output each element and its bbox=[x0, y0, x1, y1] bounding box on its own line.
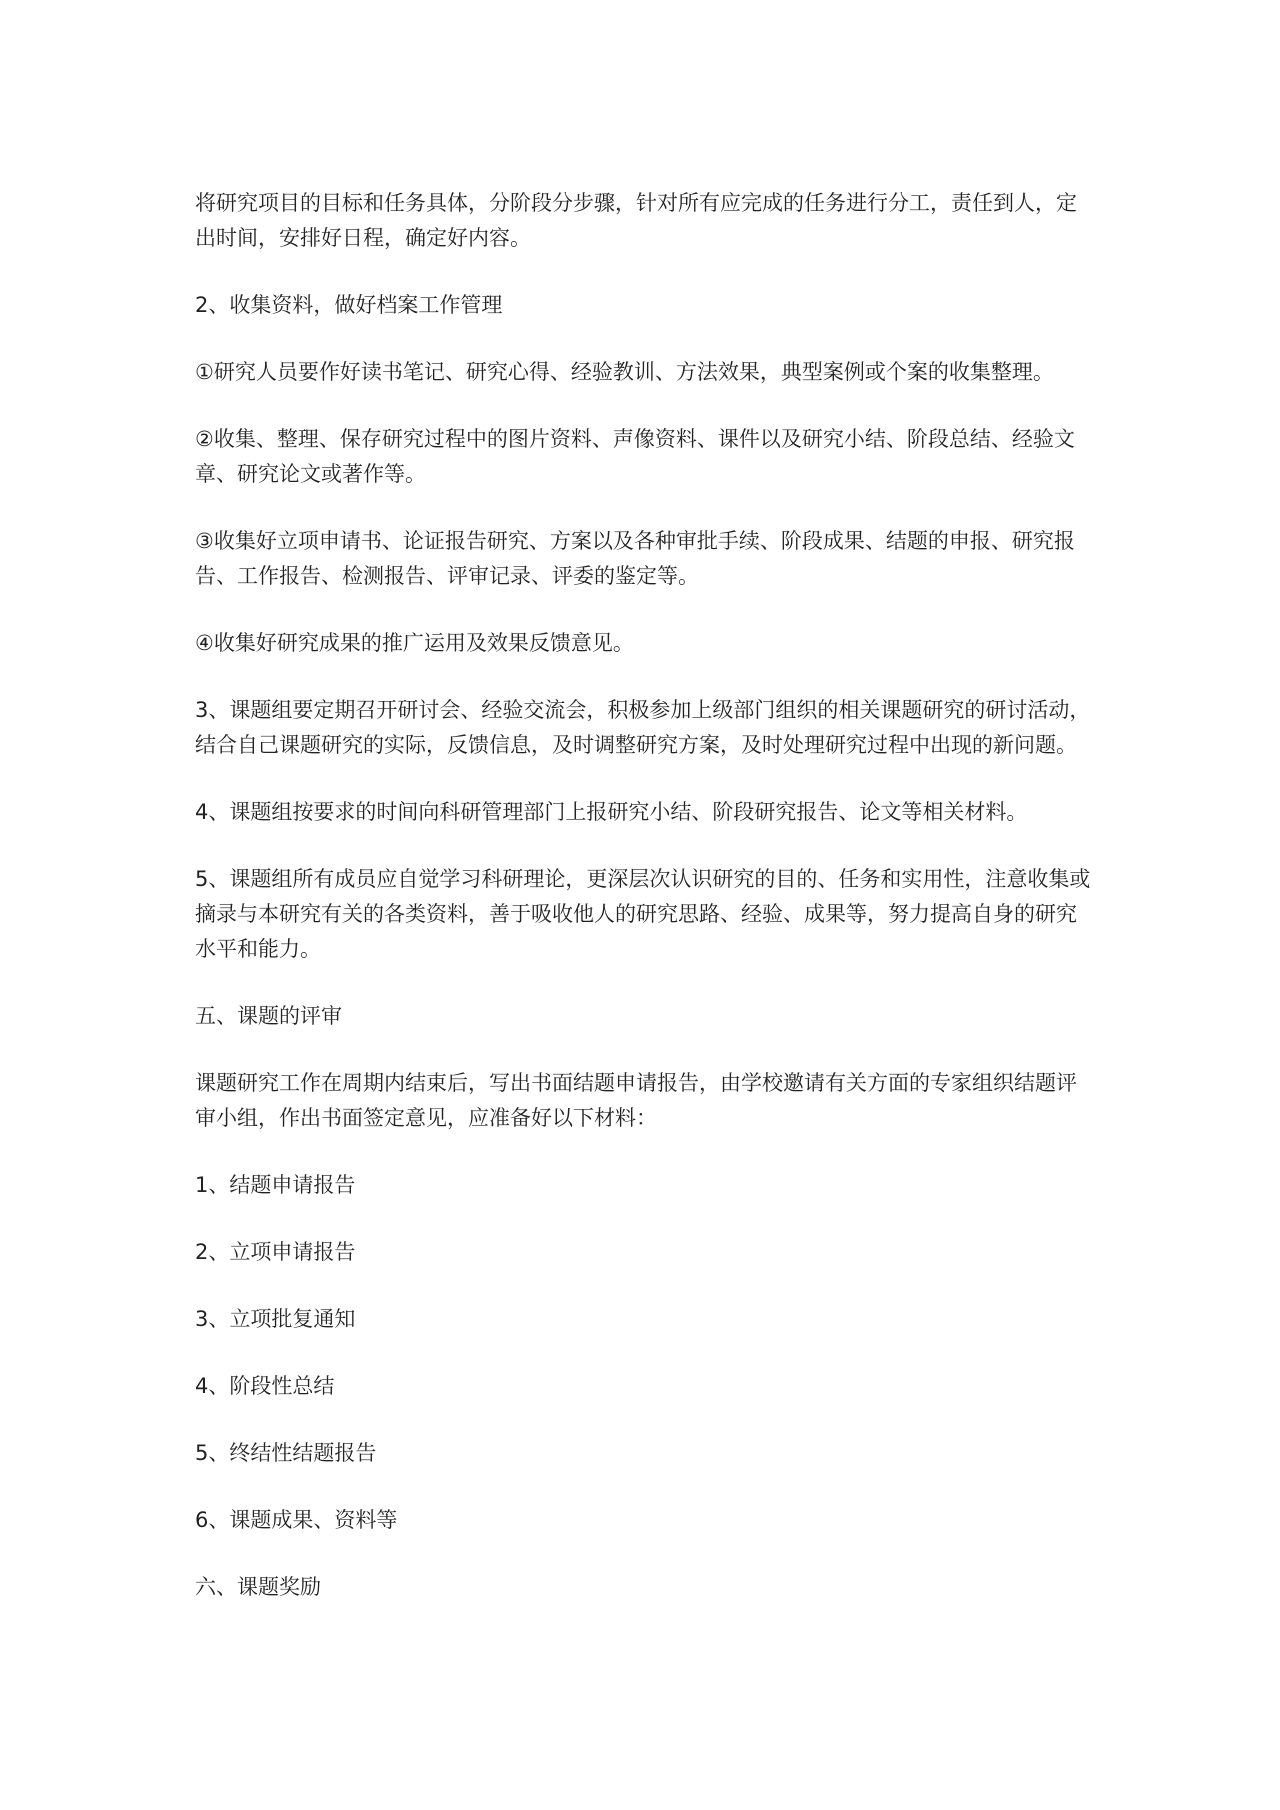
section-heading-awards: 六、课题奖励 bbox=[195, 1575, 321, 1599]
heading-collect-materials: 2、收集资料，做好档案工作管理 bbox=[195, 293, 503, 317]
material-item-1: 1、结题申请报告 bbox=[195, 1173, 356, 1197]
material-item-2: 2、立项申请报告 bbox=[195, 1240, 356, 1264]
section-heading-review: 五、课题的评审 bbox=[195, 1004, 342, 1028]
list-item-3: ③收集好立项申请书、论证报告研究、方案以及各种审批手续、阶段成果、结题的申报、研究报告、工作报告、检测报告、评审记录、评委的鉴定等。 bbox=[195, 529, 1075, 588]
material-item-6: 6、课题成果、资料等 bbox=[195, 1508, 398, 1532]
list-item-4: ④收集好研究成果的推广运用及效果反馈意见。 bbox=[195, 631, 634, 655]
material-item-4: 4、阶段性总结 bbox=[195, 1374, 335, 1398]
paragraph-review-process: 课题研究工作在周期内结束后，写出书面结题申请报告，由学校邀请有关方面的专家组织结题评审小组，作出书面签定意见，应准备好以下材料： bbox=[195, 1071, 1077, 1130]
paragraph-seminars: 3、课题组要定期召开研讨会、经验交流会，积极参加上级部门组织的相关课题研究的研讨活动，结合自己课题研究的实际，反馈信息，及时调整研究方案，及时处理研究过程中出现的新问题。 bbox=[195, 698, 1091, 757]
list-item-2: ②收集、整理、保存研究过程中的图片资料、声像资料、课件以及研究小结、阶段总结、经验文章、研究论文或著作等。 bbox=[195, 427, 1075, 486]
list-item-1: ①研究人员要作好读书笔记、研究心得、经验教训、方法效果，典型案例或个案的收集整理。 bbox=[195, 360, 1054, 384]
document-body bbox=[195, 186, 1095, 1637]
paragraph-report-submission: 4、课题组按要求的时间向科研管理部门上报研究小结、阶段研究报告、论文等相关材料。 bbox=[195, 800, 1028, 824]
paragraph-member-learning: 5、课题组所有成员应自觉学习科研理论，更深层次认识研究的目的、任务和实用性，注意收集或摘录与本研究有关的各类资料，善于吸收他人的研究思路、经验、成果等，努力提高自身的研究水平和能力。 bbox=[195, 867, 1091, 961]
material-item-3: 3、立项批复通知 bbox=[195, 1307, 356, 1331]
paragraph-task-breakdown: 将研究项目的目标和任务具体，分阶段分步骤，针对所有应完成的任务进行分工，责任到人，定出时间，安排好日程，确定好内容。 bbox=[195, 191, 1077, 250]
material-item-5: 5、终结性结题报告 bbox=[195, 1441, 377, 1465]
